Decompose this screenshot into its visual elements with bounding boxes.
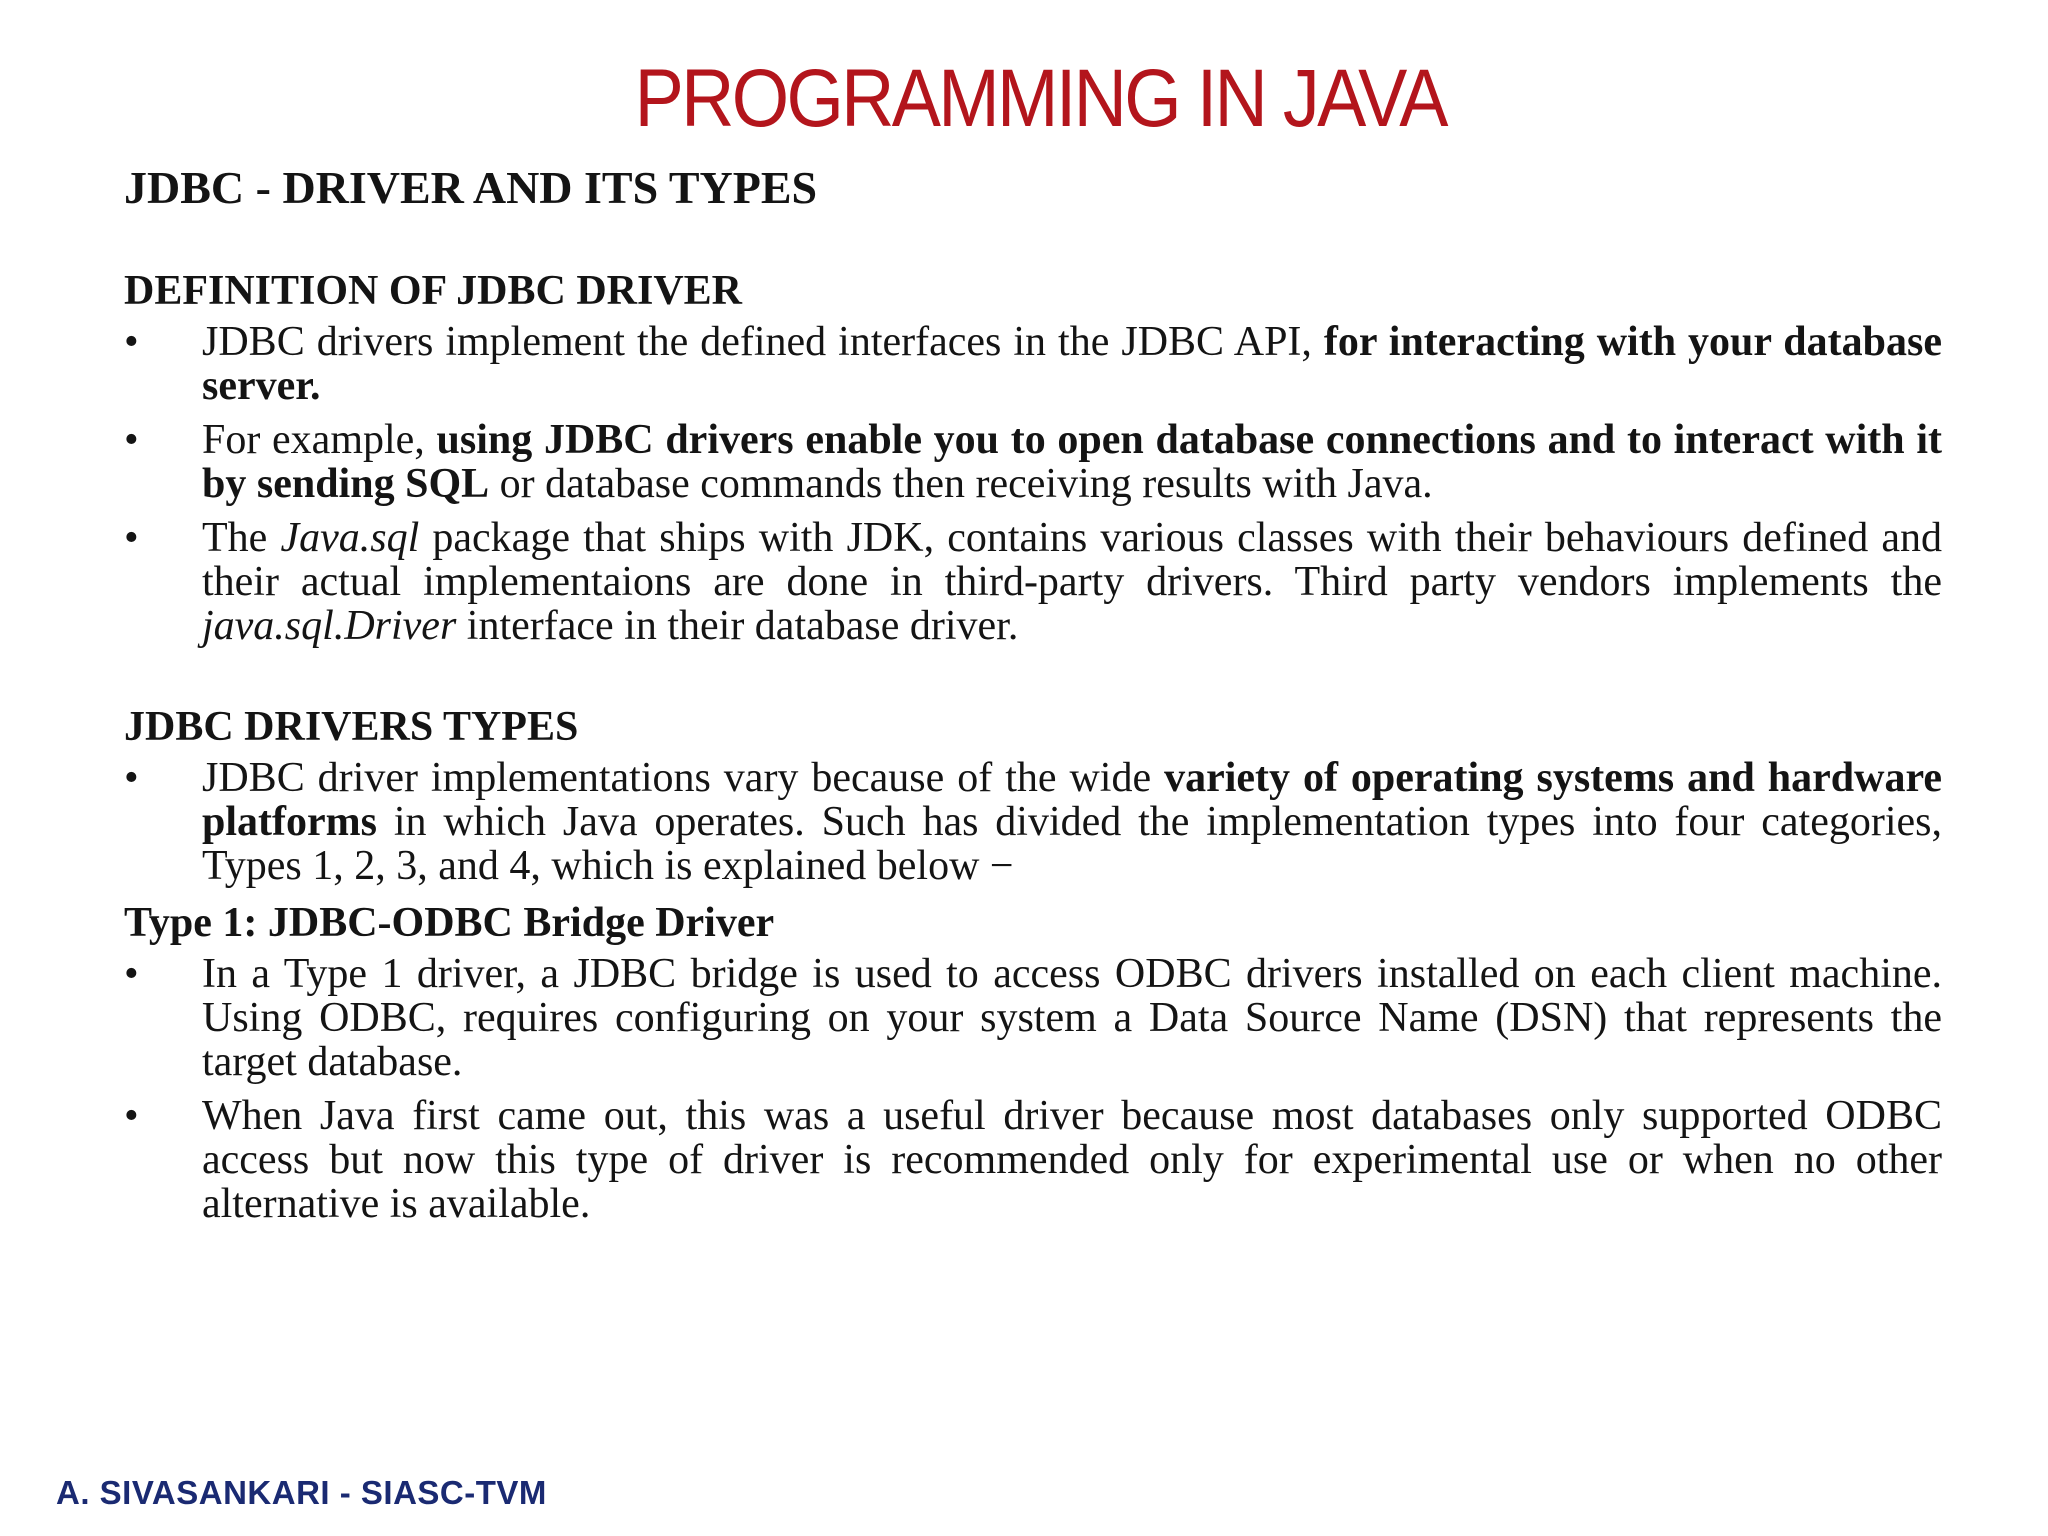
definition-bullet-3-italic-package: Java.sql bbox=[280, 515, 420, 561]
types-bullet-1 bbox=[124, 756, 1942, 888]
definition-bullet-1 bbox=[124, 320, 1942, 408]
definition-bullet-1-bold: for interacting with your database server. bbox=[202, 319, 1942, 409]
types-bullet-1-text: JDBC driver implementations vary because of the wide bbox=[202, 755, 1165, 801]
slide-title: PROGRAMMING IN JAVA bbox=[634, 53, 1446, 144]
definition-bullet-2-text: For example, bbox=[202, 417, 437, 463]
type1-bullet-2: • When Java first came out, this was a useful driver because most databases only supported ODBC access but now this type of driver is recommended only for experimental use or when no other alternative is available. bbox=[124, 1094, 1942, 1226]
definition-bullet-3-text: The bbox=[202, 515, 281, 561]
types-bullet-1-bold: variety of operating systems and hardware platforms bbox=[202, 755, 1942, 845]
definition-bullet-2-bold: using JDBC drivers enable you to open database connections and to interact with it by sending SQL bbox=[202, 417, 1942, 507]
type1-bullet-1: • In a Type 1 driver, a JDBC bridge is used to access ODBC drivers installed on each client machine. Using ODBC, requires configuring on your system a Data Source Name (DSN) that represents the target database. bbox=[124, 952, 1942, 1084]
definition-bullet-list bbox=[124, 320, 1942, 648]
type1-bullet-list bbox=[124, 952, 1942, 1226]
definition-bullet-2 bbox=[124, 418, 1942, 506]
types-bullet-list bbox=[124, 756, 1942, 888]
definition-bullet-2-text-end: or database commands then receiving results with Java. bbox=[489, 461, 1433, 507]
definition-bullet-3-italic-interface: java.sql.Driver bbox=[202, 603, 457, 649]
definition-bullet-3 bbox=[124, 516, 1942, 648]
types-heading: JDBC DRIVERS TYPES bbox=[124, 704, 579, 750]
definition-bullet-3-text-mid: package that ships with JDK, contains various classes with their behaviours defined and their actual implementaions are done in third-party drivers. Third party vendors implements the bbox=[202, 515, 1942, 605]
definition-bullet-1-text: JDBC drivers implement the defined interfaces in the JDBC API, bbox=[202, 319, 1324, 365]
types-bullet-1-text-end: in which Java operates. Such has divided the implementation types into four categories, Types 1, 2, 3, and 4, which is explained below − bbox=[202, 799, 1942, 889]
definition-heading: DEFINITION OF JDBC DRIVER bbox=[124, 268, 743, 314]
footer-author: A. SIVASANKARI - SIASC-TVM bbox=[56, 1474, 547, 1511]
slide-content bbox=[124, 160, 1942, 1236]
slide-subtitle: JDBC - DRIVER AND ITS TYPES bbox=[124, 162, 818, 213]
definition-bullet-3-text-end: interface in their database driver. bbox=[456, 603, 1019, 649]
type1-heading: Type 1: JDBC-ODBC Bridge Driver bbox=[124, 900, 775, 946]
